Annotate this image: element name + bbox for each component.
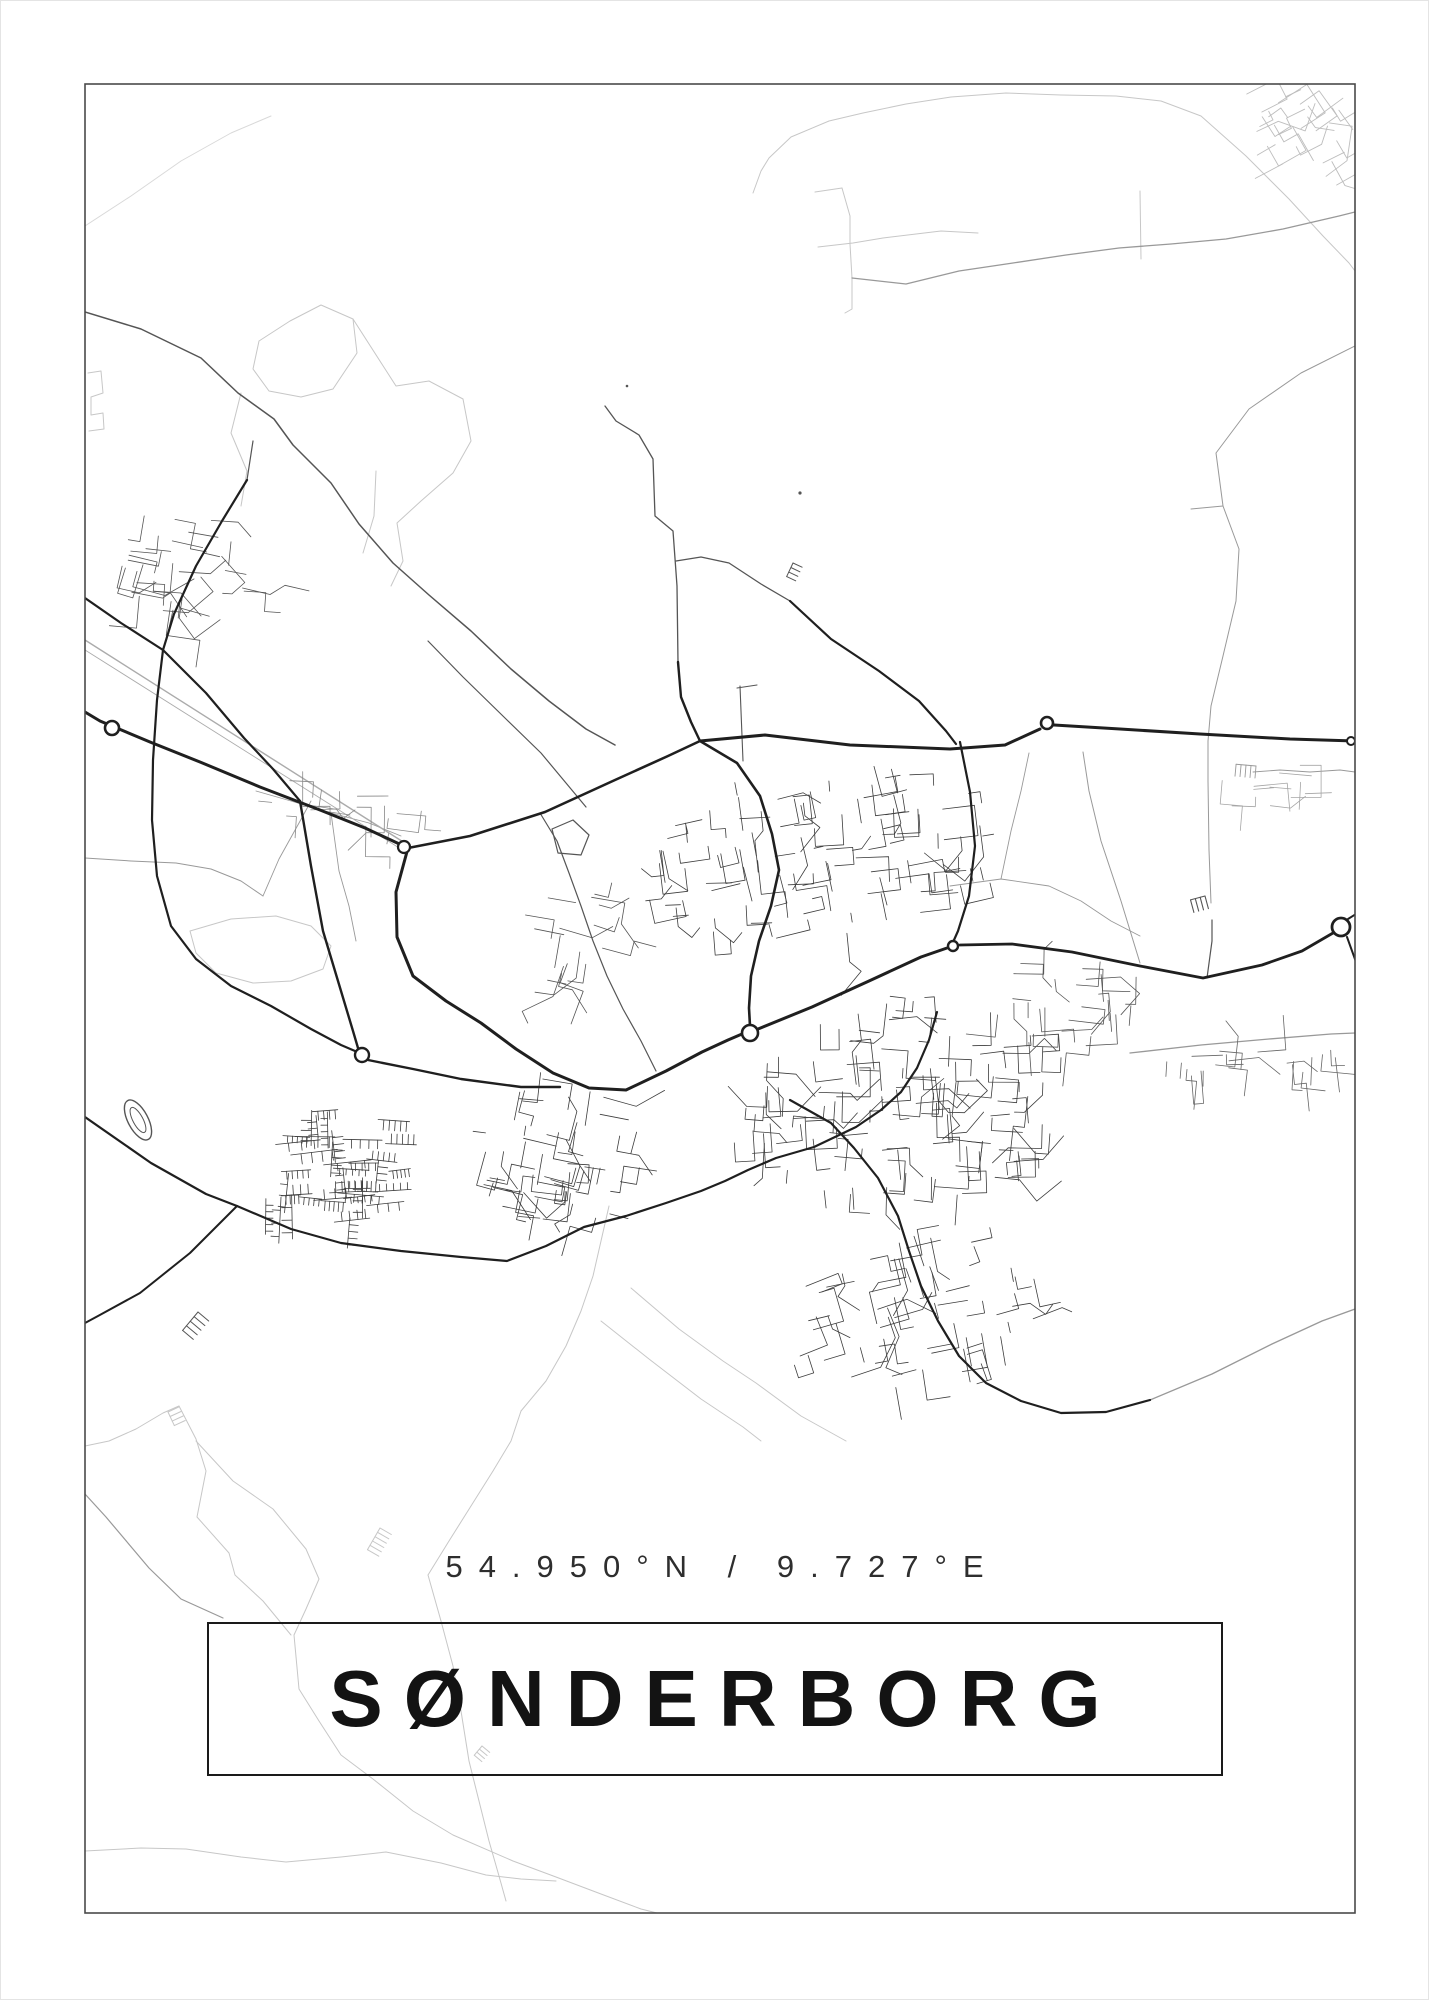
poster-title-text: SØNDERBORG bbox=[329, 1654, 1122, 1743]
comb-glyph bbox=[1235, 764, 1256, 778]
comb-glyph bbox=[183, 1312, 209, 1339]
cluster-nw-village bbox=[109, 516, 309, 667]
stadium-ring bbox=[127, 1105, 149, 1134]
fort-outline bbox=[552, 820, 589, 855]
cluster-north-city bbox=[642, 766, 994, 995]
comb-glyph bbox=[787, 563, 802, 581]
poster-title bbox=[329, 1654, 1122, 1743]
map-dot bbox=[626, 385, 629, 388]
comb-glyph bbox=[1191, 896, 1209, 912]
cluster-right-mid bbox=[1220, 765, 1331, 830]
stadium-ring bbox=[119, 1096, 157, 1144]
cluster-harbor-west bbox=[522, 883, 656, 1024]
cluster-village-west bbox=[259, 772, 441, 869]
cluster-south-city bbox=[794, 1226, 1071, 1420]
cluster-far-east-strip bbox=[1166, 1015, 1355, 1111]
cluster-ne-suburb bbox=[966, 941, 1139, 1086]
map-dot bbox=[798, 491, 801, 494]
cluster-west-bank bbox=[473, 1073, 664, 1256]
coordinates-label bbox=[0, 1549, 1429, 1585]
title-box bbox=[207, 1622, 1223, 1776]
cluster-central-east-city bbox=[728, 996, 1063, 1229]
coordinates-text: 54.950°N / 9.727°E bbox=[445, 1549, 1000, 1584]
roundabouts bbox=[105, 717, 1355, 1062]
